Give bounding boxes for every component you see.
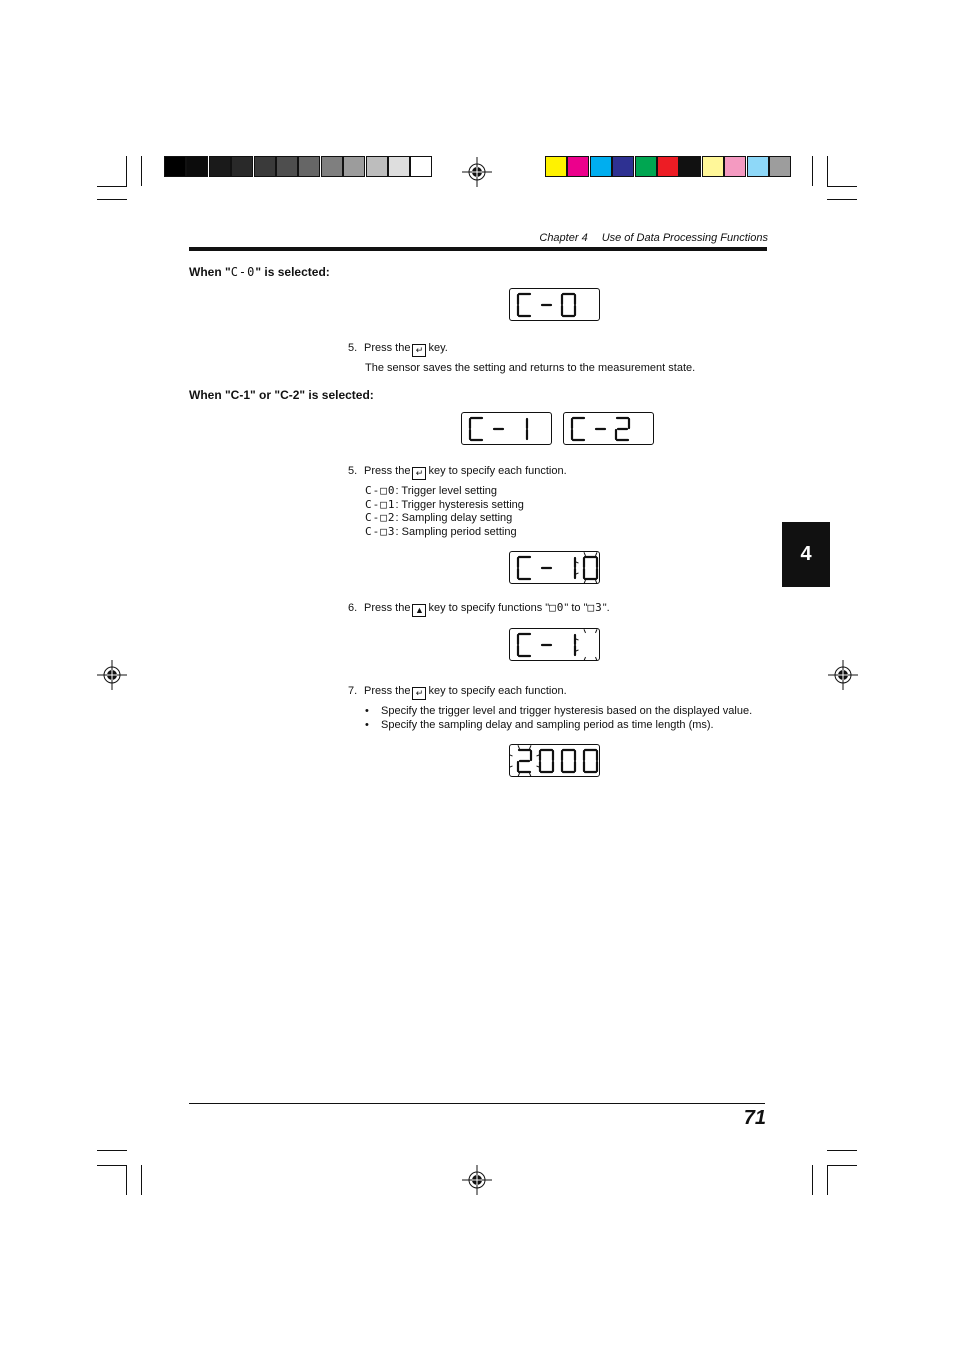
lcd-display-c1 bbox=[461, 412, 552, 445]
color-swatch bbox=[590, 156, 612, 177]
color-swatch bbox=[366, 156, 388, 177]
seven-segment-readout bbox=[510, 745, 601, 778]
lcd-display-c2 bbox=[563, 412, 654, 445]
segment-code: C-□0 bbox=[365, 484, 396, 497]
step-7: 7. Press the ↵ key to specify each function. bbox=[348, 685, 567, 698]
step-5-c0: 5. Press the ↵ key. bbox=[348, 342, 448, 355]
header-title: Use of Data Processing Functions bbox=[601, 232, 768, 244]
page-number: 71 bbox=[743, 1107, 766, 1129]
function-list-item: C-□1: Trigger hysteresis setting bbox=[365, 498, 524, 511]
registration-mark-icon bbox=[828, 660, 858, 690]
color-swatch bbox=[410, 156, 432, 177]
registration-mark-icon bbox=[462, 157, 492, 187]
color-swatch bbox=[724, 156, 746, 177]
bullet-icon: • bbox=[365, 705, 369, 717]
color-swatch bbox=[567, 156, 589, 177]
segment-code: C-0 bbox=[230, 265, 256, 279]
color-swatch bbox=[679, 156, 701, 177]
registration-mark-icon bbox=[97, 660, 127, 690]
color-swatch bbox=[657, 156, 679, 177]
seven-segment-readout bbox=[510, 629, 601, 662]
segment-code: C-□1 bbox=[365, 498, 396, 511]
section-heading-c1-c2: When "C-1" or "C-2" is selected: bbox=[189, 388, 374, 402]
lcd-display-c10 bbox=[509, 551, 600, 584]
lcd-display-c0 bbox=[509, 288, 600, 321]
registration-mark-icon bbox=[462, 1165, 492, 1195]
enter-key-icon: ↵ bbox=[412, 687, 426, 700]
function-list-item: C-□2: Sampling delay setting bbox=[365, 511, 513, 524]
segment-code: C-□2 bbox=[365, 511, 396, 524]
seven-segment-readout bbox=[462, 413, 553, 446]
color-swatch bbox=[164, 156, 186, 177]
color-swatch bbox=[209, 156, 231, 177]
color-swatch bbox=[254, 156, 276, 177]
lcd-display-2000 bbox=[509, 744, 600, 777]
blink-indicator-icon bbox=[575, 629, 601, 660]
up-arrow-key-icon: ▲ bbox=[412, 604, 426, 617]
step-6: 6. Press the ▲ key to specify functions "□0" to "□3". bbox=[348, 601, 610, 615]
color-swatch bbox=[186, 156, 208, 177]
seven-segment-readout bbox=[564, 413, 655, 446]
enter-key-icon: ↵ bbox=[412, 467, 426, 480]
list-item: • Specify the trigger level and trigger hysteresis based on the displayed value. bbox=[365, 705, 753, 717]
color-swatch bbox=[388, 156, 410, 177]
color-swatch bbox=[545, 156, 567, 177]
list-item: • Specify the sampling delay and sampling period as time length (ms). bbox=[365, 719, 714, 731]
color-swatch bbox=[343, 156, 365, 177]
segment-code: □0 bbox=[549, 601, 565, 614]
step-5-c1c2: 5. Press the ↵ key to specify each function. bbox=[348, 465, 567, 478]
color-swatch bbox=[231, 156, 253, 177]
enter-key-icon: ↵ bbox=[412, 344, 426, 357]
function-list-item: C-□0: Trigger level setting bbox=[365, 484, 497, 497]
color-swatch bbox=[321, 156, 343, 177]
running-header bbox=[480, 232, 768, 244]
lcd-display-c1-blink bbox=[509, 628, 600, 661]
header-chapter: Chapter 4 bbox=[539, 232, 588, 244]
seven-segment-readout bbox=[510, 289, 601, 322]
color-swatch bbox=[769, 156, 791, 177]
section-heading-c0: When "C-0" is selected: bbox=[189, 265, 330, 279]
color-swatch bbox=[612, 156, 634, 177]
color-swatch bbox=[747, 156, 769, 177]
color-swatch bbox=[702, 156, 724, 177]
header-rule bbox=[189, 247, 767, 251]
segment-code: C-□3 bbox=[365, 525, 396, 538]
color-swatch bbox=[298, 156, 320, 177]
function-list-item: C-□3: Sampling period setting bbox=[365, 525, 517, 538]
segment-code: □3 bbox=[587, 601, 603, 614]
seven-segment-readout bbox=[510, 552, 601, 585]
bullet-icon: • bbox=[365, 719, 369, 731]
chapter-tab: 4 bbox=[782, 522, 830, 587]
color-swatch bbox=[635, 156, 657, 177]
color-swatch bbox=[276, 156, 298, 177]
footer-rule bbox=[189, 1103, 765, 1104]
step-5-c0-note: The sensor saves the setting and returns to the measurement state. bbox=[365, 362, 696, 374]
